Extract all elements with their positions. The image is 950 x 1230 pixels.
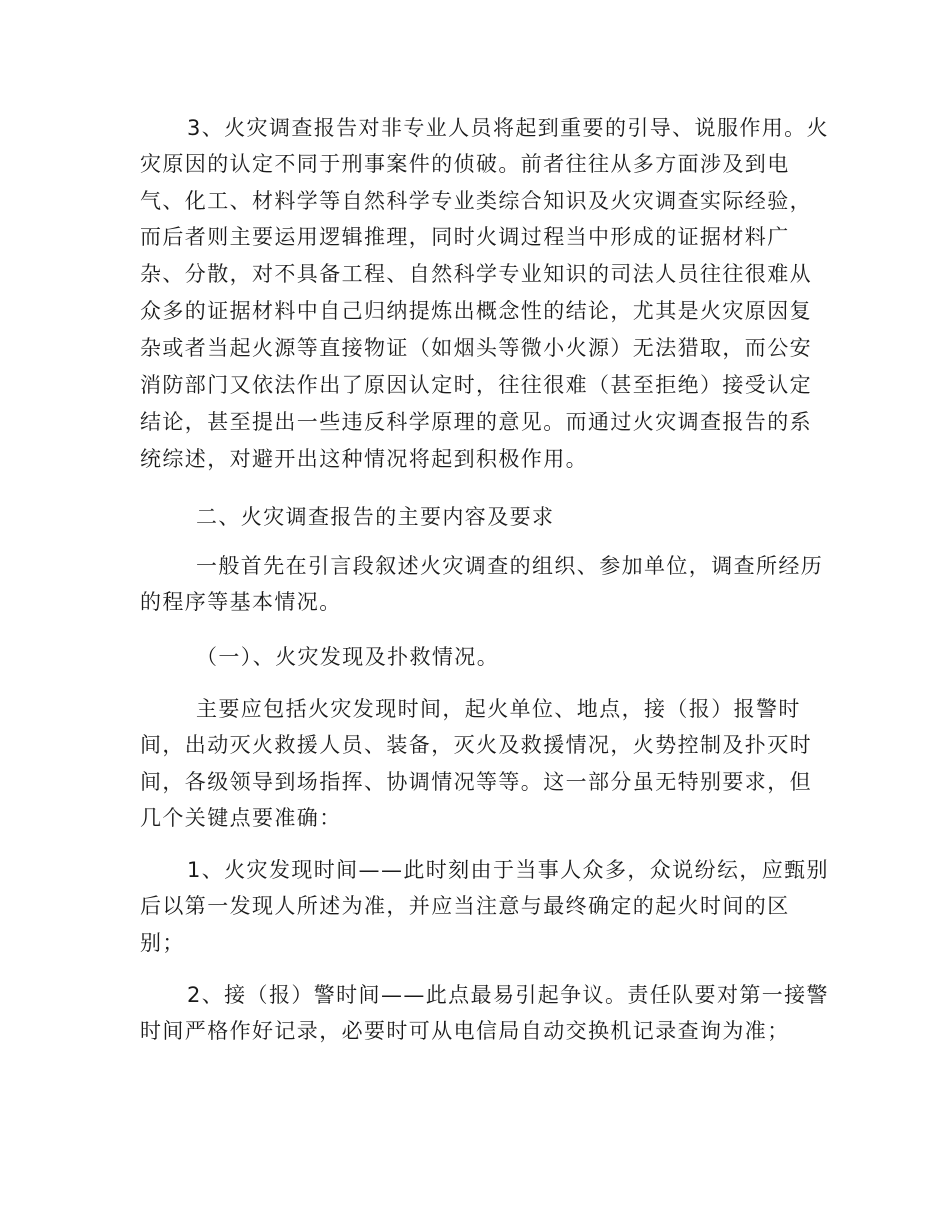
text-line: 消防部门又依法作出了原因认定时，往往很难（甚至拒绝）接受认定: [140, 373, 812, 397]
text-line: 后以第一发现人所述为准，并应当注意与最终确定的起火时间的区: [140, 894, 790, 918]
subsection-heading-text: （一）、火灾发现及扑救情况。: [196, 645, 500, 669]
text-line: 气、化工、材料学等自然科学专业类综合知识及火灾调查实际经验，: [140, 189, 812, 213]
text-line: 杂或者当起火源等直接物证（如烟头等微小火源）无法猎取，而公安: [140, 336, 812, 360]
text-line: 2、接（报）警时间——此点最易引起争议。责任队要对第一接警: [187, 983, 829, 1007]
text-line: 主要应包括火灾发现时间，起火单位、地点，接（报）报警时: [196, 697, 801, 721]
text-line: 时间严格作好记录，必要时可从电信局自动交换机记录查询为准；: [140, 1019, 790, 1043]
text-line: 结论，甚至提出一些违反科学原理的意见。而通过火灾调查报告的系: [140, 410, 812, 434]
text-line: 而后者则主要运用逻辑推理，同时火调过程当中形成的证据材料广: [140, 225, 790, 249]
text-line: 间，出动灭火救援人员、装备，灭火及救援情况，火势控制及扑灭时: [140, 733, 812, 757]
text-line: 灾原因的认定不同于刑事案件的侦破。前者往往从多方面涉及到电: [140, 152, 790, 176]
text-line: 1、火灾发现时间——此时刻由于当事人众多，众说纷纭，应甄别: [187, 858, 829, 882]
text-line: 间，各级领导到场指挥、协调情况等等。这一部分虽无特别要求，但: [140, 770, 812, 794]
text-line: 的程序等基本情况。: [140, 590, 342, 614]
text-line: 几个关键点要准确：: [140, 806, 342, 830]
text-line: 3、火灾调查报告对非专业人员将起到重要的引导、说服作用。火: [187, 116, 829, 140]
text-line: 别；: [140, 931, 185, 955]
text-line: 统综述，对避开出这种情况将起到积极作用。: [140, 447, 588, 471]
section-heading-text: 二、火灾调查报告的主要内容及要求: [196, 505, 555, 529]
text-line: 众多的证据材料中自己归纳提炼出概念性的结论，尤其是火灾原因复: [140, 299, 812, 323]
text-line: 杂、分散，对不具备工程、自然科学专业知识的司法人员往往很难从: [140, 262, 812, 286]
text-line: 一般首先在引言段叙述火灾调查的组织、参加单位，调查所经历: [196, 554, 824, 578]
